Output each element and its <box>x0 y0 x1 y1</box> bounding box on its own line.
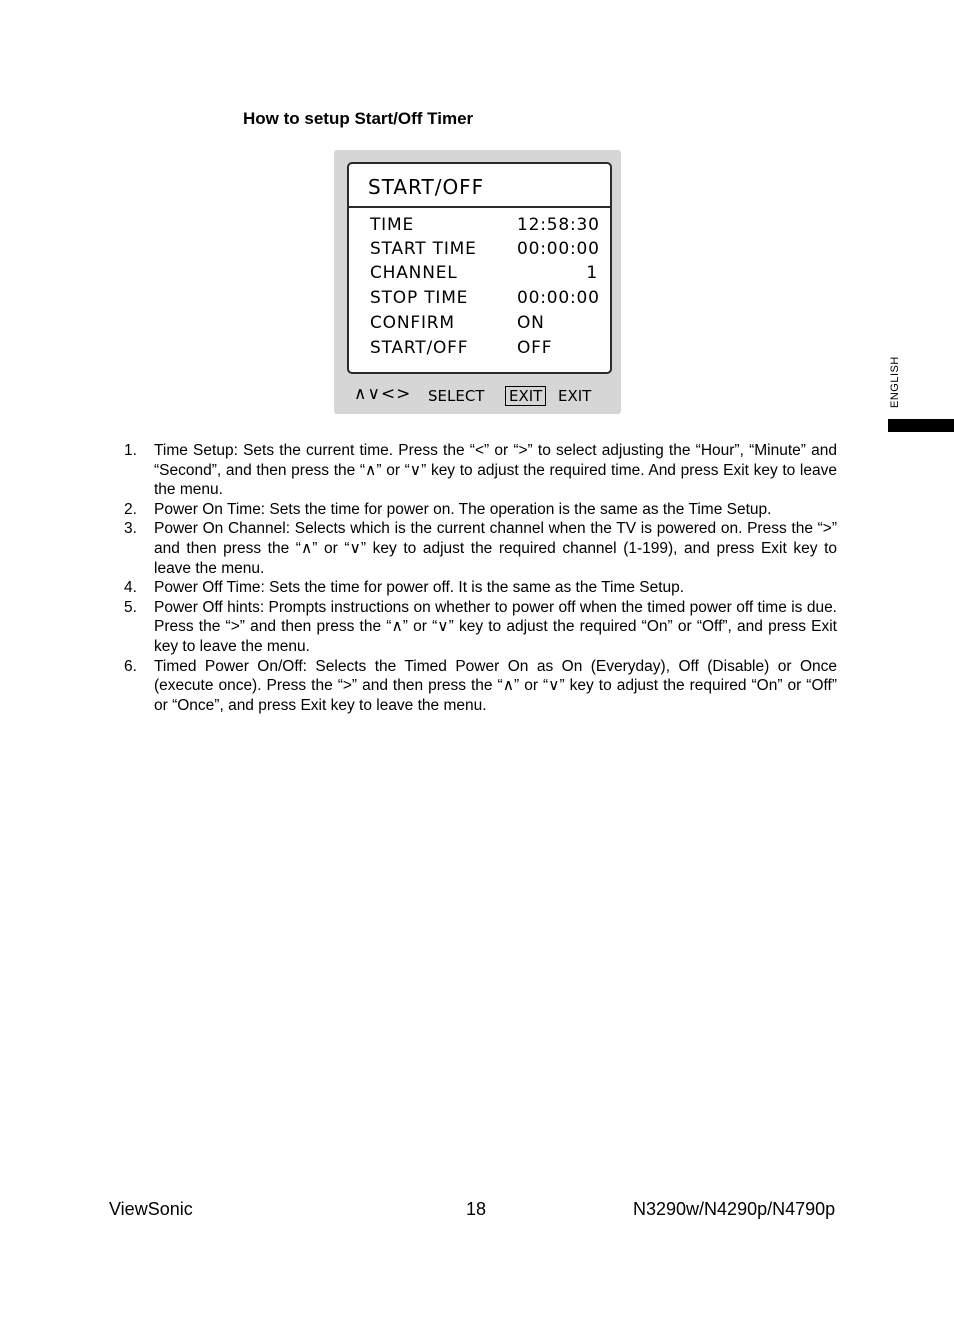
osd-row-label: CHANNEL <box>370 263 458 283</box>
osd-row-value: 12:58:30 <box>517 215 600 235</box>
footer-model: N3290w/N4290p/N4790p <box>633 1199 836 1219</box>
list-item <box>124 598 837 657</box>
language-tab-label: ENGLISH <box>889 356 901 408</box>
list-item-number: 2. <box>124 500 137 518</box>
list-item-text: Power On Channel: Selects which is the current channel when the TV is powered on. Press the “>” and then press the “∧” or “∨” key to adjust the required channel (1-199), and press Exit key to leave the menu. <box>154 520 837 577</box>
list-item <box>124 500 837 520</box>
list-item <box>124 657 837 716</box>
list-item-text: Power On Time: Sets the time for power on. The operation is the same as the Time Setup. <box>154 500 772 518</box>
list-item-text: Time Setup: Sets the current time. Press the “<” or “>” to select adjusting the “Hour”, “Minute” and “Second”, and then press the “∧” or “∨” key to adjust the required time. And press Exit key to leave the menu. <box>154 442 837 499</box>
page-number: 18 <box>466 1199 487 1219</box>
osd-row-label: START/OFF <box>370 338 469 358</box>
osd-panel <box>347 162 612 374</box>
osd-row-value: 00:00:00 <box>517 288 600 308</box>
list-item-text: Power Off Time: Sets the time for power off. It is the same as the Time Setup. <box>154 579 685 597</box>
list-item-number: 6. <box>124 657 137 675</box>
osd-exit-key: EXIT <box>505 386 546 406</box>
list-item <box>124 519 837 578</box>
list-item-number: 5. <box>124 598 137 616</box>
osd-row-start-time <box>370 239 598 263</box>
osd-row-confirm <box>370 313 598 337</box>
osd-exit-hint: EXIT <box>558 387 592 405</box>
osd-title: START/OFF <box>368 175 485 199</box>
osd-row-time <box>370 215 598 239</box>
osd-row-label: START TIME <box>370 239 477 259</box>
osd-row-start-off <box>370 338 598 362</box>
list-item-number: 4. <box>124 579 137 597</box>
osd-footer <box>334 386 621 408</box>
osd-row-channel <box>370 263 598 287</box>
osd-divider <box>349 206 610 208</box>
osd-row-value: 1 <box>586 263 598 283</box>
list-item-text: Power Off hints: Prompts instructions on whether to power off when the timed power off time is due. Press the “>” and then press the “∧” or “∨” key to adjust the required “On” or “Off”, and press Exit key to leave the menu. <box>154 598 837 655</box>
osd-row-label: TIME <box>370 215 415 235</box>
list-item-number: 3. <box>124 520 137 538</box>
instruction-list <box>124 441 837 715</box>
navigation-arrows-icon: ∧∨<> <box>354 384 412 404</box>
start-off-osd-menu <box>334 150 621 414</box>
osd-row-value: 00:00:00 <box>517 239 600 259</box>
osd-row-stop-time <box>370 288 598 312</box>
osd-row-label: CONFIRM <box>370 313 455 333</box>
list-item <box>124 578 837 598</box>
list-item <box>124 441 837 500</box>
osd-row-value: OFF <box>517 338 553 358</box>
section-heading: How to setup Start/Off Timer <box>243 109 474 128</box>
list-item-number: 1. <box>124 442 137 459</box>
language-tab-marker <box>888 419 954 432</box>
footer-brand: ViewSonic <box>109 1199 193 1219</box>
osd-row-value: ON <box>517 313 545 333</box>
osd-row-label: STOP TIME <box>370 288 469 308</box>
list-item-text: Timed Power On/Off: Selects the Timed Power On as On (Everyday), Off (Disable) or Once (execute once). Press the “>” and then press the “∧” or “∨” key to adjust the required “On” or “Off” or “Once”, and press Exit key to leave the menu. <box>154 657 837 714</box>
osd-select-hint: SELECT <box>428 387 485 405</box>
